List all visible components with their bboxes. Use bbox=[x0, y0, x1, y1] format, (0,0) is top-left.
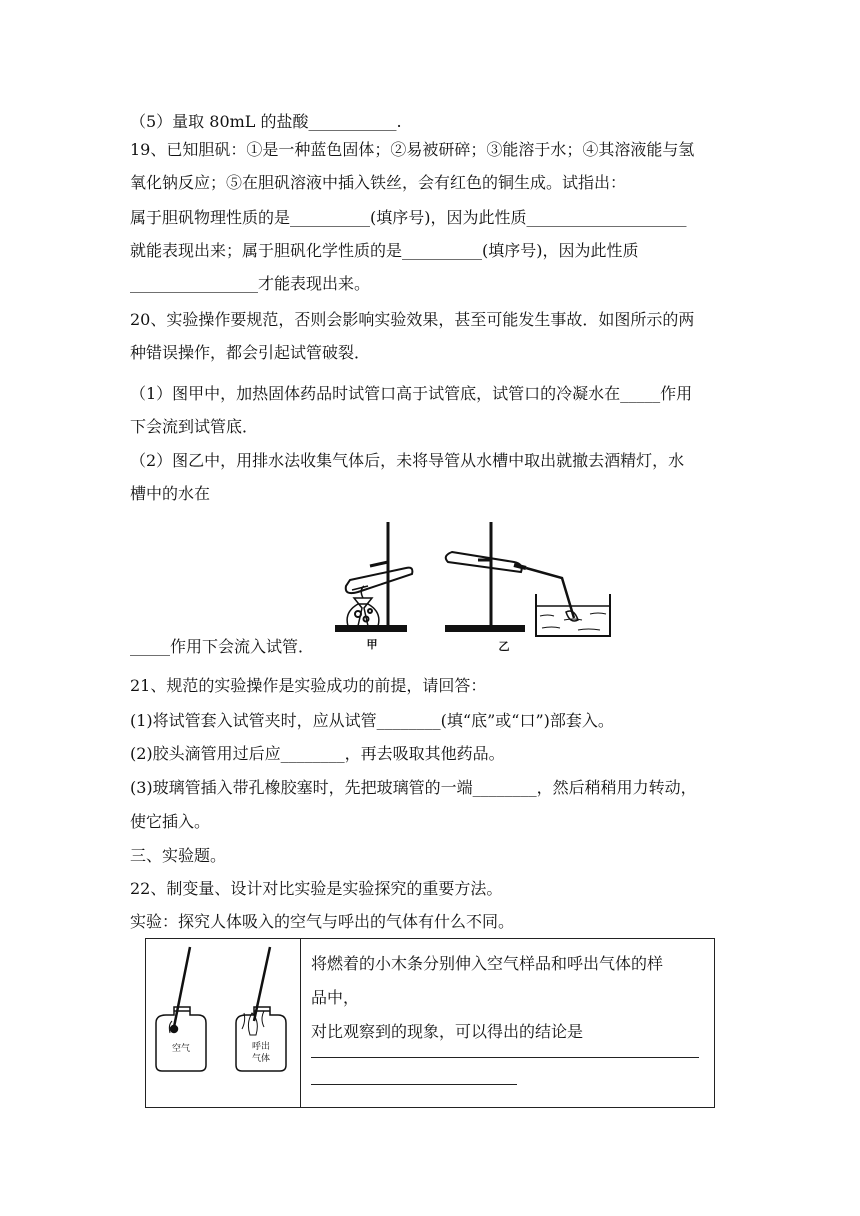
q20-part1-line2: 下会流到试管底． bbox=[130, 417, 259, 436]
q19-line2: 氧化钠反应；⑤在胆矾溶液中插入铁丝，会有红色的铜生成。试指出： bbox=[130, 173, 627, 192]
q20-line2: 种错误操作，都会引起试管破裂． bbox=[130, 343, 371, 362]
q20-part1-line1: （1）图甲中，加热固体药品时试管口高于试管底，试管口的冷凝水在_____作用 bbox=[130, 384, 693, 403]
q21-part3-line1: (3)玻璃管插入带孔橡胶塞时，先把玻璃管的一端________，然后稍稍用力转动， bbox=[130, 778, 697, 797]
experiment-text-3: 对比观察到的现象，可以得出的结论是 bbox=[311, 1022, 584, 1041]
jar-exhaled-label-2: 气体 bbox=[251, 1054, 271, 1064]
experiment-text-cell bbox=[301, 939, 715, 1108]
q19-line4: 就能表现出来；属于胆矾化学性质的是__________(填序号)，因为此性质 bbox=[130, 241, 639, 260]
section-3-heading: 三、实验题。 bbox=[130, 846, 227, 865]
q21-part1: (1)将试管套入试管夹时，应从试管________(填“底”或“口”)部套入。 bbox=[130, 711, 614, 730]
experiment-text-2: 品中， bbox=[311, 988, 360, 1007]
apparatus-figure bbox=[328, 516, 613, 656]
experiment-text-1: 将燃着的小木条分别伸入空气样品和呼出气体的样 bbox=[311, 954, 664, 973]
q20-line1: 20、实验操作要规范，否则会影响实验效果，甚至可能发生事故．如图所示的两 bbox=[130, 310, 695, 329]
q18-part5: （5）量取 80mL 的盐酸___________. bbox=[130, 112, 402, 131]
q19-line5: ________________才能表现出来。 bbox=[130, 274, 371, 293]
q20-part2-line1: （2）图乙中，用排水法收集气体后，未将导管从水槽中取出就撤去酒精灯，水 bbox=[130, 451, 685, 470]
q21-part2: (2)胶头滴管用过后应________，再去吸取其他药品。 bbox=[130, 744, 505, 763]
q19-line1: 19、已知胆矾：①是一种蓝色固体；②易被研碎；③能溶于水；④其溶液能与氢 bbox=[130, 140, 695, 159]
q20-part2-line3: _____作用下会流入试管． bbox=[130, 637, 315, 656]
label-yi: 乙 bbox=[498, 640, 510, 653]
answer-blank-line-2[interactable] bbox=[311, 1084, 517, 1085]
q22-line2: 实验：探究人体吸入的空气与呼出的气体有什么不同。 bbox=[130, 912, 515, 931]
jar-exhaled-label-1: 呼出 bbox=[251, 1042, 271, 1052]
gas-jars-figure bbox=[146, 939, 300, 1107]
q21-line1: 21、规范的实验操作是实验成功的前提，请回答： bbox=[130, 676, 487, 695]
q21-part3-line2: 使它插入。 bbox=[130, 812, 211, 831]
answer-blank-line-1[interactable] bbox=[311, 1057, 699, 1058]
label-jia: 甲 bbox=[366, 638, 378, 651]
q22-line1: 22、制变量、设计对比实验是实验探究的重要方法。 bbox=[130, 879, 503, 898]
experiment-table bbox=[145, 938, 715, 1108]
experiment-figure-cell bbox=[146, 939, 301, 1108]
q20-part2-line2: 槽中的水在 bbox=[130, 484, 211, 503]
q19-line3: 属于胆矾物理性质的是__________(填序号)，因为此性质____________________ bbox=[130, 208, 687, 227]
jar-air-label: 空气 bbox=[171, 1044, 191, 1054]
